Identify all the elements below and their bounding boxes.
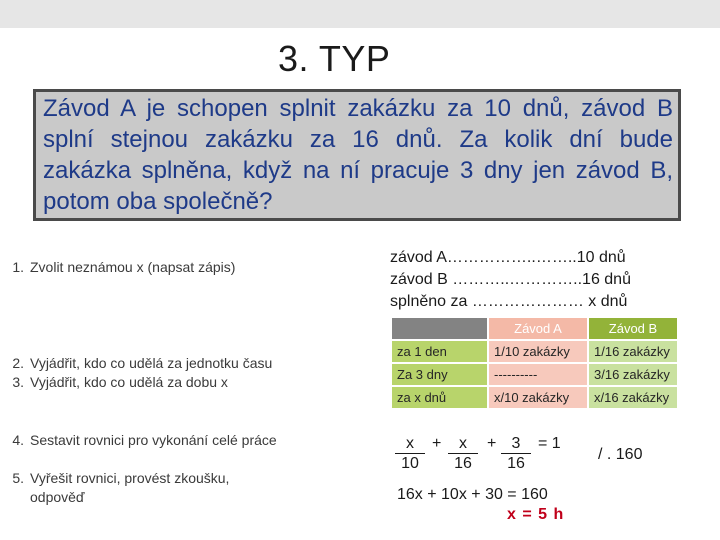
problem-text: Závod A je schopen splnit zakázku za 10 dnů, závod B splní stejnou zakázku za 16 dnů. Za kolik dní bude zakázka splněna, když na ní pracuje 3 dny jen závod B, potom oba společně?: [43, 95, 673, 215]
fraction-numerator: x: [448, 435, 478, 454]
table-cell: za x dnů: [392, 387, 487, 408]
equation-line: 16x + 10x + 30 = 160: [397, 486, 548, 503]
fraction-3: [501, 435, 531, 474]
table-row: [392, 387, 677, 408]
result-answer: x = 5 h: [507, 506, 565, 523]
plus-sign: +: [487, 435, 497, 452]
step-number: 2.: [12, 355, 24, 371]
problem-box: [33, 89, 681, 221]
table-header-row: [392, 318, 677, 339]
fraction-2: [448, 435, 478, 474]
fraction-numerator: 3: [501, 435, 531, 454]
table-row: [392, 341, 677, 362]
step-text: Zvolit neznámou x (napsat zápis): [30, 259, 236, 275]
table-header-cell: [392, 318, 487, 339]
fact-line: splněno za ………………… x dnů: [390, 293, 628, 310]
fact-line: závod B ………..…………..16 dnů: [390, 271, 631, 288]
fraction-numerator: x: [395, 435, 425, 454]
step-3: [0, 373, 228, 392]
step-1: [0, 258, 235, 277]
step-text: Vyjádřit, kdo co udělá za dobu x: [30, 374, 228, 390]
fraction-1: [395, 435, 425, 474]
table-cell: ----------: [489, 364, 587, 385]
slide-title: 3. TYP: [278, 38, 391, 79]
table-cell: 1/10 zakázky: [489, 341, 587, 362]
top-bar: [0, 0, 720, 28]
table-header-cell: Závod A: [489, 318, 587, 339]
table-cell: Za 3 dny: [392, 364, 487, 385]
step-number: 3.: [12, 374, 24, 390]
step-5: [0, 469, 285, 507]
fraction-denominator: 16: [507, 455, 525, 472]
fact-line: závod A……………..……..10 dnů: [390, 249, 626, 266]
table-cell: za 1 den: [392, 341, 487, 362]
multiplier-note: / . 160: [598, 446, 643, 463]
step-4: [0, 431, 277, 450]
step-2: [0, 354, 272, 373]
equals-one: = 1: [538, 435, 561, 452]
step-text: Vyřešit rovnici, provést zkoušku, odpověď: [30, 470, 230, 505]
step-number: 5.: [12, 470, 24, 486]
work-table: [390, 316, 679, 410]
table-header-cell: Závod B: [589, 318, 677, 339]
plus-sign: +: [432, 435, 442, 452]
table-cell: x/10 zakázky: [489, 387, 587, 408]
step-text: Sestavit rovnici pro vykonání celé práce: [30, 432, 277, 448]
fraction-denominator: 10: [401, 455, 419, 472]
step-number: 1.: [12, 259, 24, 275]
table-cell: x/16 zakázky: [589, 387, 677, 408]
step-text: Vyjádřit, kdo co udělá za jednotku času: [30, 355, 273, 371]
step-number: 4.: [12, 432, 24, 448]
table-cell: 1/16 zakázky: [589, 341, 677, 362]
table-cell: 3/16 zakázky: [589, 364, 677, 385]
given-facts: [390, 247, 631, 313]
fraction-denominator: 16: [454, 455, 472, 472]
table-row: [392, 364, 677, 385]
